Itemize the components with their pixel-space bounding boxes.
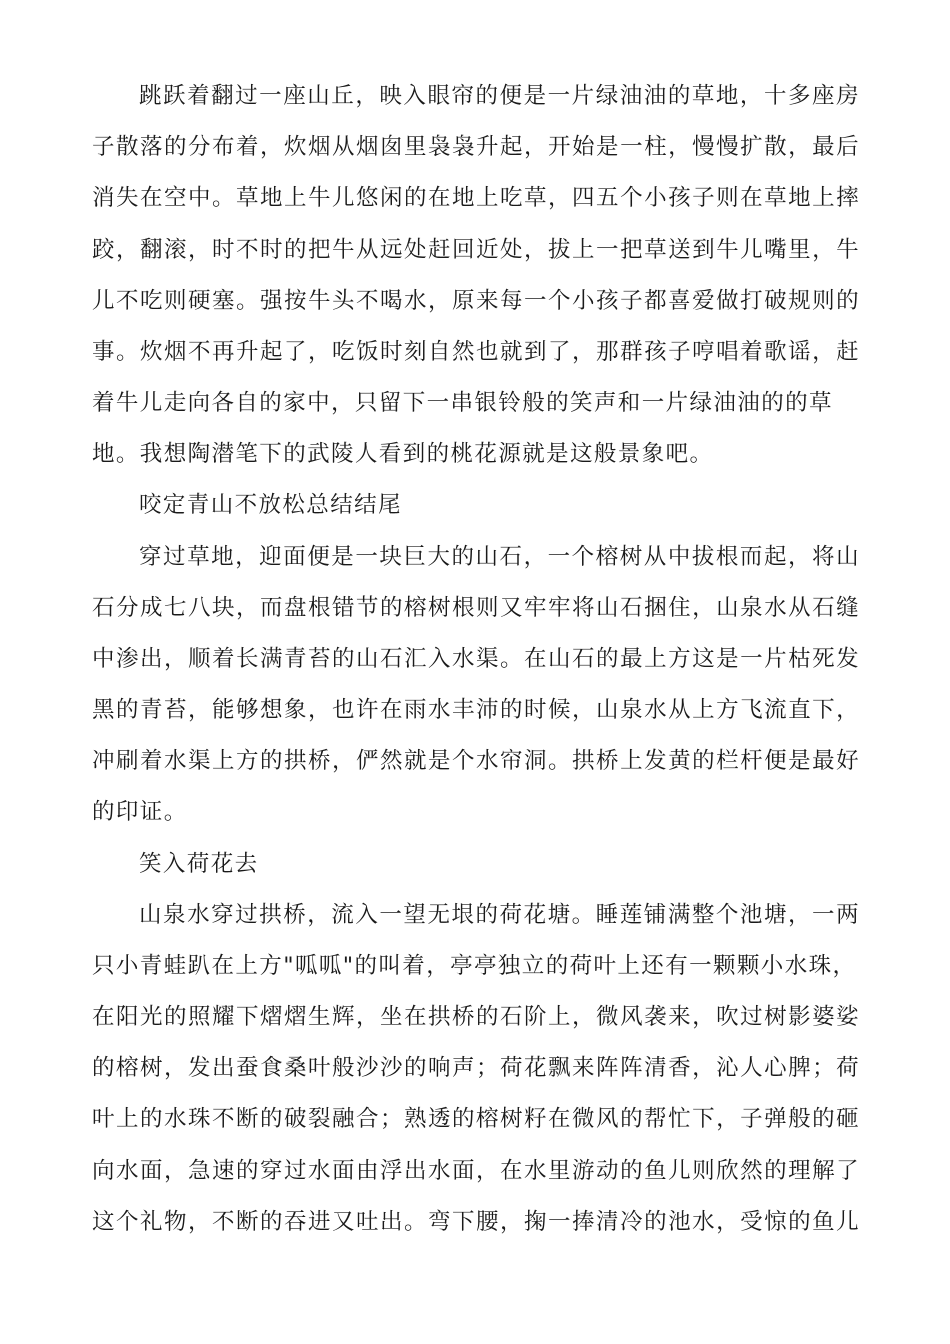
text-line: 的印证。 <box>92 799 188 825</box>
text-line: 子散落的分布着，炊烟从烟囱里袅袅升起，开始是一柱，慢慢扩散，最后 <box>92 134 860 160</box>
text-line: 跤，翻滚，时不时的把牛从远处赶回近处，拔上一把草送到牛儿嘴里，牛 <box>92 237 860 263</box>
text-line: 山泉水穿过拱桥，流入一望无垠的荷花塘。睡莲铺满整个池塘，一两 <box>139 902 860 928</box>
text-line: 这个礼物，不断的吞进又吐出。弯下腰，掬一捧清冷的池水，受惊的鱼儿 <box>92 1209 860 1235</box>
text-line: 儿不吃则硬塞。强按牛头不喝水，原来每一个小孩子都喜爱做打破规则的 <box>92 288 860 314</box>
text-line: 地。我想陶潜笔下的武陵人看到的桃花源就是这般景象吧。 <box>92 441 714 467</box>
text-line: 黑的青苔，能够想象，也许在雨水丰沛的时候，山泉水从上方飞流直下， <box>92 697 860 723</box>
section-heading: 咬定青山不放松总结结尾 <box>139 492 402 518</box>
text-line: 消失在空中。草地上牛儿悠闲的在地上吃草，四五个小孩子则在草地上摔 <box>92 185 860 211</box>
section-heading: 笑入荷花去 <box>139 851 259 877</box>
text-line: 石分成七八块，而盘根错节的榕树根则又牢牢将山石捆住，山泉水从石缝 <box>92 595 860 621</box>
text-line: 穿过草地，迎面便是一块巨大的山石，一个榕树从中拔根而起，将山 <box>139 544 860 570</box>
text-line: 冲刷着水渠上方的拱桥，俨然就是个水帘洞。拱桥上发黄的栏杆便是最好 <box>92 748 860 774</box>
text-line: 中渗出，顺着长满青苔的山石汇入水渠。在山石的最上方这是一片枯死发 <box>92 646 860 672</box>
text-line: 跳跃着翻过一座山丘，映入眼帘的便是一片绿油油的草地，十多座房 <box>139 83 860 109</box>
text-line: 只小青蛙趴在上方"呱呱"的叫着，亭亭独立的荷叶上还有一颗颗小水珠， <box>92 953 857 979</box>
text-line: 事。炊烟不再升起了，吃饭时刻自然也就到了，那群孩子哼唱着歌谣，赶 <box>92 339 860 365</box>
text-line: 的榕树，发出蚕食桑叶般沙沙的响声；荷花飘来阵阵清香，沁人心脾；荷 <box>92 1055 860 1081</box>
text-line: 着牛儿走向各自的家中，只留下一串银铃般的笑声和一片绿油油的的草 <box>92 390 833 416</box>
text-line: 叶上的水珠不断的破裂融合；熟透的榕树籽在微风的帮忙下，子弹般的砸 <box>92 1106 860 1132</box>
text-line: 向水面，急速的穿过水面由浮出水面，在水里游动的鱼儿则欣然的理解了 <box>92 1158 860 1184</box>
text-line: 在阳光的照耀下熠熠生辉，坐在拱桥的石阶上，微风袭来，吹过树影婆娑 <box>92 1004 860 1030</box>
